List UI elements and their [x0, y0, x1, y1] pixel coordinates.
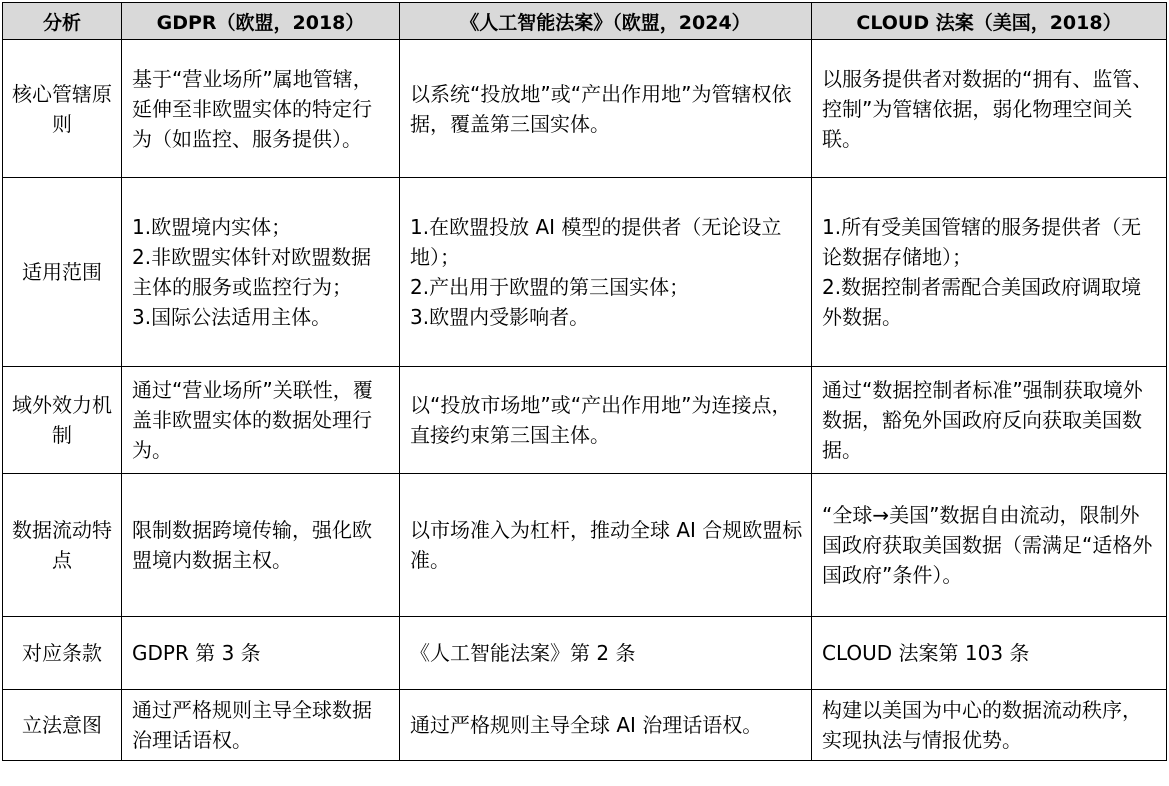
- cloud-act-cell: “全球→美国”数据自由流动，限制外国政府获取美国数据（需满足“适格外国政府”条件）。: [812, 474, 1167, 617]
- table-row: [3, 178, 1167, 367]
- gdpr-cell: 限制数据跨境传输，强化欧盟境内数据主权。: [122, 474, 400, 617]
- row-label: 核心管辖原则: [3, 40, 122, 178]
- list-item: 1.欧盟境内实体；: [132, 215, 292, 239]
- ai-act-cell: [400, 178, 812, 367]
- table-row: [3, 690, 1167, 761]
- comparison-table: [2, 2, 1167, 761]
- cloud-act-cell: 构建以美国为中心的数据流动秩序，实现执法与情报优势。: [812, 690, 1167, 761]
- gdpr-cell: 通过严格规则主导全球数据治理话语权。: [122, 690, 400, 761]
- list-item: 1.所有受美国管辖的服务提供者（无论数据存储地）；: [822, 215, 1142, 269]
- gdpr-cell: GDPR 第 3 条: [122, 617, 400, 690]
- header-row: [3, 3, 1167, 40]
- ai-act-cell: 以系统“投放地”或“产出作用地”为管辖权依据，覆盖第三国实体。: [400, 40, 812, 178]
- list-item: 2.产出用于欧盟的第三国实体；: [410, 275, 690, 299]
- list-item: 2.数据控制者需配合美国政府调取境外数据。: [822, 275, 1142, 329]
- table-row: [3, 40, 1167, 178]
- gdpr-cell: [122, 178, 400, 367]
- list-item: 3.欧盟内受影响者。: [410, 305, 590, 329]
- list-item: 2.非欧盟实体针对欧盟数据主体的服务或监控行为；: [132, 245, 372, 299]
- ai-act-cell: 通过严格规则主导全球 AI 治理话语权。: [400, 690, 812, 761]
- table-row: [3, 474, 1167, 617]
- list-item: 1.在欧盟投放 AI 模型的提供者（无论设立地）；: [410, 215, 782, 269]
- row-label: 立法意图: [3, 690, 122, 761]
- gdpr-cell: 基于“营业场所”属地管辖，延伸至非欧盟实体的特定行为（如监控、服务提供）。: [122, 40, 400, 178]
- row-label: 对应条款: [3, 617, 122, 690]
- header-analysis: 分析: [3, 3, 122, 40]
- ai-act-cell: 以“投放市场地”或“产出作用地”为连接点，直接约束第三国主体。: [400, 367, 812, 474]
- row-label: 数据流动特点: [3, 474, 122, 617]
- row-label: 适用范围: [3, 178, 122, 367]
- cloud-act-cell: 以服务提供者对数据的“拥有、监管、控制”为管辖依据，弱化物理空间关联。: [812, 40, 1167, 178]
- cloud-act-cell: 通过“数据控制者标准”强制获取境外数据，豁免外国政府反向获取美国数据。: [812, 367, 1167, 474]
- list-item: 3.国际公法适用主体。: [132, 305, 332, 329]
- table-row: [3, 617, 1167, 690]
- cloud-act-cell: CLOUD 法案第 103 条: [812, 617, 1167, 690]
- header-ai-act: 《人工智能法案》（欧盟，2024）: [400, 3, 812, 40]
- table-row: [3, 367, 1167, 474]
- row-label: 域外效力机制: [3, 367, 122, 474]
- gdpr-cell: 通过“营业场所”关联性，覆盖非欧盟实体的数据处理行为。: [122, 367, 400, 474]
- comparison-table-wrapper: [2, 2, 1166, 761]
- ai-act-cell: 《人工智能法案》第 2 条: [400, 617, 812, 690]
- ai-act-cell: 以市场准入为杠杆，推动全球 AI 合规欧盟标准。: [400, 474, 812, 617]
- cloud-act-cell: [812, 178, 1167, 367]
- header-cloud-act: CLOUD 法案（美国，2018）: [812, 3, 1167, 40]
- header-gdpr: GDPR（欧盟，2018）: [122, 3, 400, 40]
